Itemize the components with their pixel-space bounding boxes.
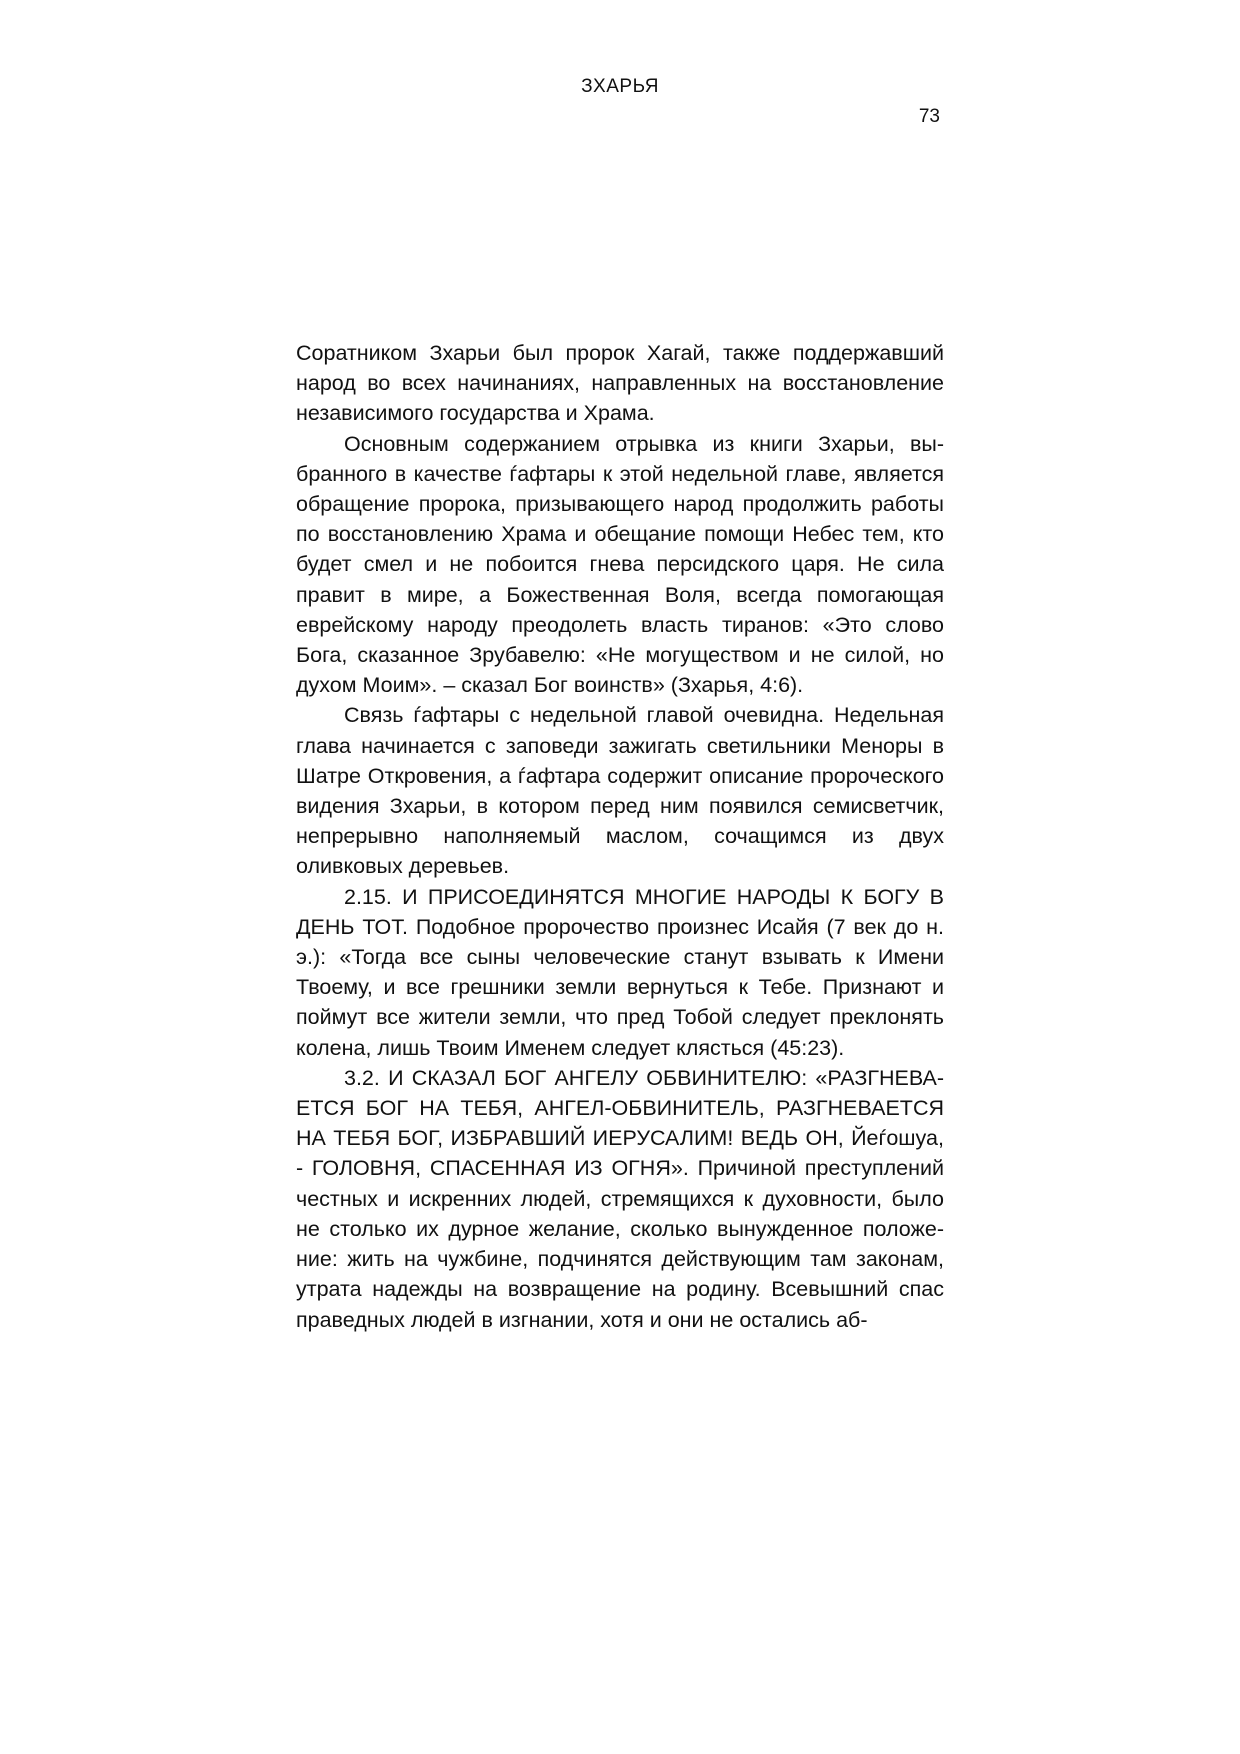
paragraph: Соратником Зхарьи был пророк Хагай, также поддержавший народ во всех начинаниях, направленных на восстановление независимого государства и Храма. [296, 341, 944, 426]
running-title: ЗХАРЬЯ [581, 76, 659, 97]
page-number: 73 [918, 106, 940, 127]
paragraph: 2.15. И ПРИСОЕДИНЯТСЯ МНОГИЕ НАРОДЫ К БОГУ В ДЕНЬ ТОТ. Подобное пророчество произнес Исайя (7 век до н. э.): «Тогда все сыны человеческие станут взывать к Имени Твоему, и все грешники земли вернуться к Тебе. Признают и поймут все жители земли, что пред Тобой следует преклонять колена, лишь Твоим Именем следует клясться (45:23). [296, 884, 944, 1060]
paragraph: Основным содержанием отрывка из книги Зхарьи, выбранного в качестве ѓафтары к этой недельной главе, является обращение пророка, призывающего народ продолжить работы по восстановлению Храма и обещание помощи Небес тем, кто будет смел и не побоится гнева персидского царя. Не сила правит в мире, а Божественная Воля, всегда помогающая еврейскому народу преодолеть власть тиранов: «Это слово Бога, сказанное Зрубавелю: «Не могуществом и не силой, но духом Моим». – сказал Бог воинств» (Зхарья, 4:6). [296, 431, 944, 698]
paragraph: Связь ѓафтары с недельной главой очевидна. Недельная глава начинается с заповеди зажигать светильники Меноры в Шатре Откровения, а ѓафтара содержит описание пророческого видения Зхарьи, в котором перед ним появился семисветчик, непрерывно наполняемый маслом, сочащимся из двух оливковых деревьев. [296, 703, 944, 879]
paragraph: 3.2. И СКАЗАЛ БОГ АНГЕЛУ ОБВИНИТЕЛЮ: «РАЗГНЕВАЕТСЯ БОГ НА ТЕБЯ, АНГЕЛ-ОБВИНИТЕЛЬ, РАЗГНЕВАЕТСЯ НА ТЕБЯ БОГ, ИЗБРАВШИЙ ИЕРУСАЛИМ! ВЕДЬ ОН, Йеѓошуа, - ГОЛОВНЯ, СПАСЕННАЯ ИЗ ОГНЯ». Причиной преступлений честных и искренних людей, стремящихся к духовности, было не столько их дурное желание, сколько вынужденное положение: жить на чужбине, подчинятся действующим там законам, утрата надежды на возвращение на родину. Всевышний спас праведных людей в изгнании, хотя и они не остались аб- [296, 1065, 944, 1332]
body-text [296, 338, 944, 1335]
